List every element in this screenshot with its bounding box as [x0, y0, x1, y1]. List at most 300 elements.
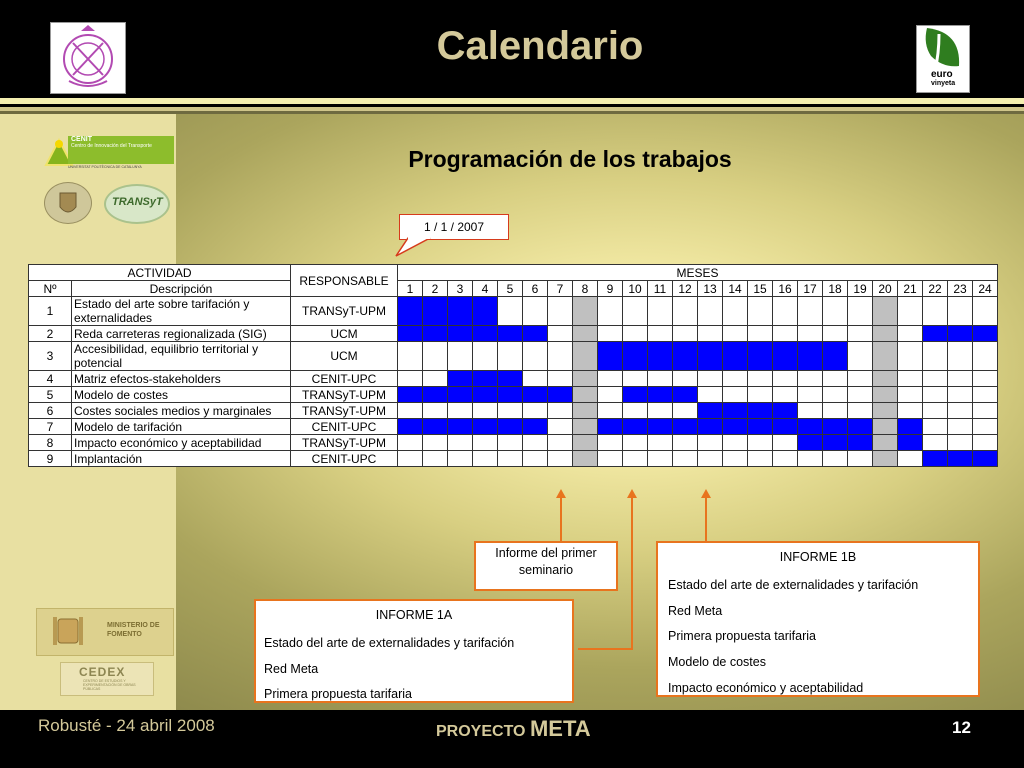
gantt-month-cell — [948, 451, 973, 467]
gantt-month-cell — [948, 419, 973, 435]
informe-1a-item: Estado del arte de externalidades y tarifación — [264, 636, 515, 650]
gantt-month-cell — [523, 403, 548, 419]
gantt-month-cell — [748, 451, 773, 467]
gantt-month-cell — [798, 387, 823, 403]
month-header-cell: 13 — [698, 281, 723, 297]
gantt-month-cell — [848, 342, 873, 371]
gantt-month-cell — [823, 451, 848, 467]
gantt-month-cell — [748, 403, 773, 419]
gantt-month-cell — [873, 435, 898, 451]
gantt-month-cell — [948, 342, 973, 371]
gantt-month-cell — [548, 419, 573, 435]
gantt-month-cell — [698, 451, 723, 467]
month-header-cell: 8 — [573, 281, 598, 297]
gantt-body — [29, 265, 998, 467]
slide-subtitle: Programación de los trabajos — [408, 146, 732, 172]
gantt-month-cell — [973, 435, 998, 451]
informe-1b-item: Primera propuesta tarifaria — [668, 629, 816, 644]
gantt-month-cell — [773, 326, 798, 342]
callout-pointer — [394, 236, 434, 258]
row-descripcion: Costes sociales medios y marginales — [72, 403, 291, 419]
gantt-month-cell — [498, 387, 523, 403]
gantt-month-cell — [573, 297, 598, 326]
gantt-month-cell — [398, 387, 423, 403]
gantt-month-cell — [723, 326, 748, 342]
gantt-month-cell — [598, 403, 623, 419]
gantt-month-cell — [923, 451, 948, 467]
gantt-month-cell — [548, 326, 573, 342]
footer-project-name: META — [529, 716, 591, 741]
gantt-month-cell — [473, 326, 498, 342]
eurovinyeta-text — [931, 70, 955, 88]
gantt-month-cell — [848, 371, 873, 387]
eurovinyeta-euro: euro — [931, 69, 953, 80]
informe-1b-item: Modelo de costes — [668, 655, 766, 670]
gantt-month-cell — [548, 451, 573, 467]
gantt-month-cell — [423, 435, 448, 451]
gantt-month-cell — [398, 403, 423, 419]
gantt-month-cell — [598, 435, 623, 451]
slide-title: Calendario — [436, 24, 644, 68]
table-row — [29, 451, 998, 467]
gantt-month-cell — [398, 342, 423, 371]
gantt-month-cell — [898, 387, 923, 403]
gantt-month-cell — [398, 419, 423, 435]
gantt-month-cell — [823, 342, 848, 371]
month-header-cell: 2 — [423, 281, 448, 297]
row-num: 4 — [29, 371, 72, 387]
month-header-cell: 21 — [898, 281, 923, 297]
gantt-month-cell — [648, 419, 673, 435]
gantt-month-cell — [923, 297, 948, 326]
gantt-month-cell — [573, 387, 598, 403]
gantt-month-cell — [973, 451, 998, 467]
gantt-month-cell — [598, 419, 623, 435]
informe-1a-box — [254, 599, 574, 703]
gantt-month-cell — [948, 403, 973, 419]
gantt-month-cell — [623, 297, 648, 326]
gantt-month-cell — [598, 326, 623, 342]
gantt-month-cell — [398, 326, 423, 342]
gantt-month-cell — [723, 451, 748, 467]
gantt-month-cell — [448, 326, 473, 342]
informe-1b-box — [656, 541, 980, 697]
gantt-month-cell — [673, 297, 698, 326]
cedex-sub: CENTRO DE ESTUDIOS Y EXPERIMENTACIÓN DE OBRAS PÚBLICAS — [83, 679, 136, 691]
row-responsable: CENIT-UPC — [291, 371, 398, 387]
seminario-line-1: Informe del primer — [495, 546, 597, 560]
gantt-month-cell — [748, 419, 773, 435]
gantt-month-cell — [748, 435, 773, 451]
gantt-month-cell — [548, 342, 573, 371]
gantt-month-cell — [948, 297, 973, 326]
arrow-informe-1a-vert — [631, 497, 633, 649]
gantt-month-cell — [873, 326, 898, 342]
gantt-month-cell — [723, 419, 748, 435]
row-responsable: CENIT-UPC — [291, 451, 398, 467]
gantt-month-cell — [723, 342, 748, 371]
gantt-month-cell — [423, 297, 448, 326]
gantt-month-cell — [948, 387, 973, 403]
gantt-month-cell — [573, 342, 598, 371]
gantt-month-cell — [973, 297, 998, 326]
gantt-month-cell — [648, 403, 673, 419]
table-row — [29, 387, 998, 403]
month-header-cell: 5 — [498, 281, 523, 297]
gantt-month-cell — [898, 342, 923, 371]
eurovinyeta-logo — [916, 25, 970, 93]
row-responsable: TRANSyT-UPM — [291, 297, 398, 326]
row-num: 6 — [29, 403, 72, 419]
row-descripcion: Modelo de tarifación — [72, 419, 291, 435]
gantt-month-cell — [473, 435, 498, 451]
gantt-month-cell — [923, 403, 948, 419]
informe-seminario-box — [474, 541, 618, 591]
footer-bar — [0, 710, 1024, 768]
gantt-month-cell — [823, 297, 848, 326]
gantt-month-cell — [473, 403, 498, 419]
cenit-logo — [44, 136, 174, 170]
row-descripcion: Accesibilidad, equilibrio territorial y potencial — [72, 342, 291, 371]
table-row — [29, 342, 998, 371]
informe-1a-item: Red Meta — [264, 661, 319, 676]
gantt-month-cell — [748, 371, 773, 387]
gantt-month-cell — [623, 419, 648, 435]
header-actividad: ACTIVIDAD — [29, 265, 291, 281]
row-num: 2 — [29, 326, 72, 342]
month-header-cell: 1 — [398, 281, 423, 297]
gantt-month-cell — [573, 371, 598, 387]
gantt-month-cell — [448, 297, 473, 326]
gantt-subheader-row — [29, 281, 998, 297]
row-responsable: UCM — [291, 342, 398, 371]
gantt-month-cell — [673, 326, 698, 342]
gantt-month-cell — [773, 297, 798, 326]
cenit-label: CENIT — [71, 136, 92, 143]
gantt-month-cell — [973, 371, 998, 387]
row-responsable: TRANSyT-UPM — [291, 387, 398, 403]
month-header-cell: 17 — [798, 281, 823, 297]
gantt-month-cell — [598, 371, 623, 387]
gantt-month-cell — [523, 419, 548, 435]
gantt-month-cell — [798, 326, 823, 342]
month-header-cell: 24 — [973, 281, 998, 297]
gantt-month-cell — [748, 387, 773, 403]
gantt-month-cell — [873, 387, 898, 403]
row-descripcion: Matriz efectos-stakeholders — [72, 371, 291, 387]
row-descripcion: Modelo de costes — [72, 387, 291, 403]
gantt-month-cell — [473, 419, 498, 435]
month-header-cell: 19 — [848, 281, 873, 297]
gantt-month-cell — [948, 371, 973, 387]
gantt-month-cell — [923, 342, 948, 371]
gantt-month-cell — [873, 451, 898, 467]
gantt-month-cell — [623, 371, 648, 387]
gantt-month-cell — [648, 435, 673, 451]
gantt-month-cell — [948, 326, 973, 342]
gantt-month-cell — [823, 371, 848, 387]
gantt-month-cell — [523, 326, 548, 342]
gantt-month-cell — [798, 297, 823, 326]
gantt-month-cell — [723, 403, 748, 419]
gantt-month-cell — [523, 297, 548, 326]
gantt-month-cell — [873, 371, 898, 387]
gantt-month-cell — [498, 297, 523, 326]
gantt-month-cell — [773, 403, 798, 419]
footer-project — [436, 716, 591, 742]
gantt-month-cell — [598, 451, 623, 467]
gantt-month-cell — [848, 435, 873, 451]
row-num: 5 — [29, 387, 72, 403]
gantt-month-cell — [573, 326, 598, 342]
gantt-month-cell — [898, 451, 923, 467]
gantt-month-cell — [423, 403, 448, 419]
table-row — [29, 403, 998, 419]
footer-author-date: Robusté - 24 abril 2008 — [38, 716, 215, 735]
gantt-month-cell — [548, 387, 573, 403]
month-header-cell: 14 — [723, 281, 748, 297]
gantt-month-cell — [673, 403, 698, 419]
gantt-month-cell — [723, 371, 748, 387]
gantt-month-cell — [823, 387, 848, 403]
gantt-month-cell — [923, 326, 948, 342]
ministerio-fomento-logo — [36, 608, 174, 656]
gantt-month-cell — [748, 342, 773, 371]
month-header-cell: 6 — [523, 281, 548, 297]
eurovinyeta-vinyeta: vinyeta — [931, 80, 956, 87]
gantt-month-cell — [648, 342, 673, 371]
table-row — [29, 435, 998, 451]
row-num: 1 — [29, 297, 72, 326]
gantt-month-cell — [973, 419, 998, 435]
gantt-month-cell — [898, 371, 923, 387]
informe-1a-item: Primera propuesta tarifaria — [264, 687, 412, 701]
gantt-month-cell — [423, 326, 448, 342]
table-row — [29, 326, 998, 342]
gantt-month-cell — [823, 326, 848, 342]
gantt-month-cell — [723, 435, 748, 451]
informe-1b-title: INFORME 1B — [779, 550, 857, 564]
table-row — [29, 371, 998, 387]
informe-1b-item: Impacto económico y aceptabilidad — [668, 680, 864, 695]
month-header-cell: 20 — [873, 281, 898, 297]
gantt-month-cell — [448, 371, 473, 387]
gantt-month-cell — [648, 326, 673, 342]
informe-1a-title: INFORME 1A — [375, 608, 453, 622]
gantt-month-cell — [498, 342, 523, 371]
gantt-month-cell — [823, 435, 848, 451]
table-row — [29, 297, 998, 326]
month-header-cell: 12 — [673, 281, 698, 297]
arrow-informe-1a-head — [627, 489, 637, 498]
gantt-month-cell — [398, 371, 423, 387]
seminario-line-2: seminario — [518, 563, 574, 577]
gantt-month-cell — [448, 403, 473, 419]
gantt-month-cell — [423, 371, 448, 387]
gantt-month-cell — [623, 342, 648, 371]
gantt-month-cell — [473, 342, 498, 371]
gantt-month-cell — [648, 387, 673, 403]
gantt-month-cell — [848, 451, 873, 467]
row-descripcion: Impacto económico y aceptabilidad — [72, 435, 291, 451]
ministerio-label: MINISTERIO DE FOMENTO — [107, 622, 160, 638]
gantt-month-cell — [498, 403, 523, 419]
table-row — [29, 419, 998, 435]
gantt-month-cell — [773, 387, 798, 403]
gantt-month-cell — [548, 435, 573, 451]
gantt-month-cell — [848, 387, 873, 403]
footer-project-prefix: PROYECTO — [436, 723, 526, 740]
arrow-informe-1b-head — [701, 489, 711, 498]
gantt-month-cell — [898, 403, 923, 419]
gantt-month-cell — [773, 371, 798, 387]
gantt-month-cell — [723, 297, 748, 326]
month-header-cell: 9 — [598, 281, 623, 297]
gantt-month-cell — [423, 342, 448, 371]
gantt-month-cell — [923, 435, 948, 451]
header-meses: MESES — [398, 265, 998, 281]
gantt-month-cell — [873, 342, 898, 371]
gantt-month-cell — [973, 403, 998, 419]
month-header-cell: 4 — [473, 281, 498, 297]
month-header-cell: 15 — [748, 281, 773, 297]
gantt-month-cell — [623, 387, 648, 403]
gantt-month-cell — [748, 326, 773, 342]
gantt-month-cell — [698, 403, 723, 419]
gantt-month-cell — [448, 451, 473, 467]
gantt-month-cell — [623, 435, 648, 451]
month-header-cell: 3 — [448, 281, 473, 297]
gantt-month-cell — [398, 435, 423, 451]
gantt-month-cell — [598, 342, 623, 371]
start-date-text: 1 / 1 / 2007 — [423, 220, 485, 234]
university-seal-logo — [44, 182, 92, 224]
gantt-month-cell — [898, 297, 923, 326]
page-number: 12 — [952, 718, 971, 737]
gantt-month-cell — [498, 435, 523, 451]
gantt-month-cell — [973, 326, 998, 342]
gantt-month-cell — [798, 435, 823, 451]
shield-icon — [45, 183, 91, 223]
cedex-logo — [60, 662, 154, 696]
gantt-month-cell — [898, 326, 923, 342]
gantt-month-cell — [973, 342, 998, 371]
gantt-month-cell — [748, 297, 773, 326]
gantt-month-cell — [423, 419, 448, 435]
row-responsable: CENIT-UPC — [291, 419, 398, 435]
gantt-month-cell — [648, 451, 673, 467]
transyt-logo — [104, 184, 170, 224]
gantt-month-cell — [923, 419, 948, 435]
gantt-month-cell — [523, 435, 548, 451]
gantt-month-cell — [398, 451, 423, 467]
gantt-month-cell — [648, 297, 673, 326]
row-responsable: UCM — [291, 326, 398, 342]
gantt-month-cell — [948, 435, 973, 451]
gantt-month-cell — [573, 403, 598, 419]
gantt-month-cell — [848, 403, 873, 419]
gantt-month-cell — [548, 371, 573, 387]
month-header-cell: 18 — [823, 281, 848, 297]
gantt-month-cell — [573, 435, 598, 451]
arrow-informe-1b — [705, 497, 707, 542]
gantt-month-cell — [848, 326, 873, 342]
gantt-month-cell — [873, 419, 898, 435]
row-num: 7 — [29, 419, 72, 435]
gantt-month-cell — [573, 451, 598, 467]
gantt-month-cell — [898, 419, 923, 435]
gantt-month-cell — [523, 371, 548, 387]
gantt-month-cell — [848, 297, 873, 326]
row-descripcion: Reda carreteras regionalizada (SIG) — [72, 326, 291, 342]
gantt-month-cell — [448, 419, 473, 435]
arrow-seminario-head — [556, 489, 566, 498]
gantt-month-cell — [798, 403, 823, 419]
gantt-month-cell — [698, 435, 723, 451]
gantt-month-cell — [698, 326, 723, 342]
gantt-month-cell — [448, 387, 473, 403]
gantt-month-cell — [823, 403, 848, 419]
row-num: 8 — [29, 435, 72, 451]
gantt-month-cell — [698, 342, 723, 371]
gantt-month-cell — [848, 419, 873, 435]
gantt-month-cell — [498, 419, 523, 435]
spain-crest-icon — [51, 613, 85, 651]
cedex-label: CEDEX — [79, 665, 126, 679]
month-header-cell: 22 — [923, 281, 948, 297]
gantt-month-cell — [673, 419, 698, 435]
gantt-month-cell — [423, 387, 448, 403]
month-header-cell: 23 — [948, 281, 973, 297]
header-responsable: RESPONSABLE — [291, 265, 398, 297]
gantt-month-cell — [498, 451, 523, 467]
gantt-month-cell — [398, 297, 423, 326]
gantt-month-cell — [798, 451, 823, 467]
gantt-month-cell — [673, 371, 698, 387]
gantt-header-row — [29, 265, 998, 281]
row-num: 9 — [29, 451, 72, 467]
gantt-month-cell — [448, 342, 473, 371]
gantt-month-cell — [823, 419, 848, 435]
cenit-sub: Centro de Innovación del Transporte — [71, 143, 152, 149]
gantt-month-cell — [648, 371, 673, 387]
header-num: Nº — [29, 281, 72, 297]
gantt-month-cell — [473, 371, 498, 387]
arrow-informe-1a-horiz — [578, 648, 633, 650]
month-header-cell: 7 — [548, 281, 573, 297]
gantt-month-cell — [548, 297, 573, 326]
gantt-month-cell — [448, 435, 473, 451]
gantt-month-cell — [673, 387, 698, 403]
gantt-month-cell — [548, 403, 573, 419]
transyt-label: TRANSyT — [112, 196, 163, 208]
gantt-month-cell — [923, 371, 948, 387]
gantt-month-cell — [498, 326, 523, 342]
gantt-month-cell — [698, 371, 723, 387]
gantt-month-cell — [623, 326, 648, 342]
gantt-month-cell — [623, 403, 648, 419]
informe-1b-item: Estado del arte de externalidades y tarifación — [668, 578, 919, 592]
gantt-month-cell — [923, 387, 948, 403]
gantt-month-cell — [623, 451, 648, 467]
row-responsable: TRANSyT-UPM — [291, 403, 398, 419]
month-header-cell: 16 — [773, 281, 798, 297]
gantt-month-cell — [873, 297, 898, 326]
row-num: 3 — [29, 342, 72, 371]
gantt-month-cell — [773, 419, 798, 435]
month-header-cell: 11 — [648, 281, 673, 297]
gantt-month-cell — [523, 387, 548, 403]
